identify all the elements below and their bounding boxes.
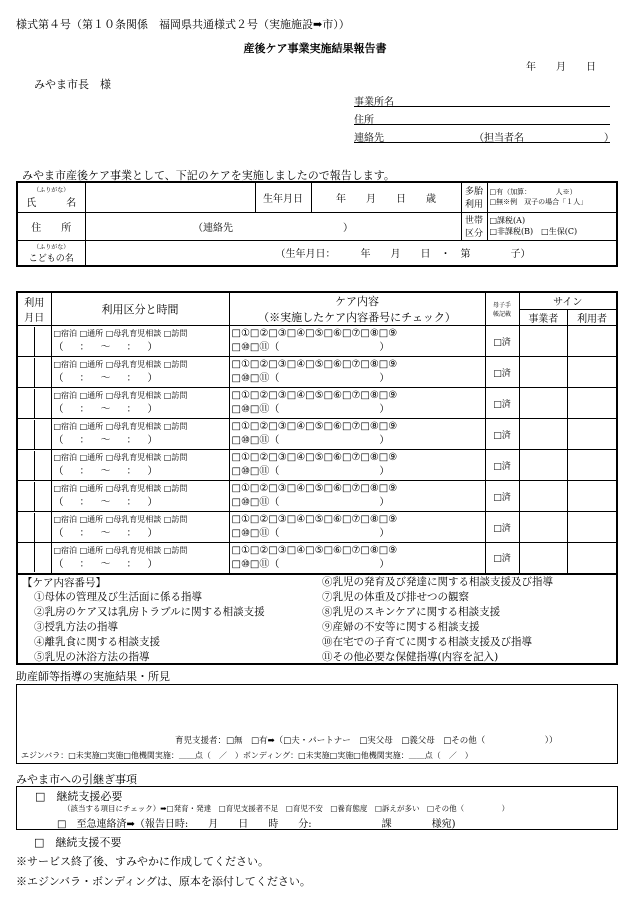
header-sign: サイン: [519, 292, 617, 309]
note-1: ※サービス終了後、すみやかに作成してください。: [16, 855, 269, 868]
household-label: 世帯 区分: [461, 212, 487, 240]
row-sign-office[interactable]: [519, 388, 568, 419]
contact-person-label: （担当者名 ）: [474, 133, 614, 144]
dob-value[interactable]: 年 月 日 歳: [311, 182, 461, 212]
row-book-checkbox[interactable]: □済: [485, 450, 519, 481]
row-sign-office[interactable]: [519, 543, 568, 574]
addressee: みやま市長 様: [34, 78, 111, 91]
row-care-cell[interactable]: □①□②□③□④□⑤□⑥□⑦□⑧□⑨ □⑩□⑪（ ）: [229, 419, 485, 450]
header-sign-office: 事業者: [519, 309, 568, 326]
row-care-cell[interactable]: □①□②□③□④□⑤□⑥□⑦□⑧□⑨ □⑩□⑪（ ）: [229, 388, 485, 419]
care-row: [17, 357, 617, 388]
header-date: 利用 月日: [17, 292, 51, 326]
row-date-input[interactable]: [17, 481, 51, 512]
row-date-input[interactable]: [17, 357, 51, 388]
header-sign-user: 利用者: [568, 309, 617, 326]
address-label-cell: 住 所: [17, 212, 85, 240]
row-care-cell[interactable]: □①□②□③□④□⑤□⑥□⑦□⑧□⑨ □⑩□⑪（ ）: [229, 512, 485, 543]
row-date-input[interactable]: [17, 326, 51, 357]
row-sign-office[interactable]: [519, 512, 568, 543]
row-type-cell[interactable]: □宿泊 □通所 □母乳育児相談 □訪問 （ ： ～ ： ）: [51, 481, 229, 512]
subject-table: [16, 181, 618, 267]
row-care-cell[interactable]: □①□②□③□④□⑤□⑥□⑦□⑧□⑨ □⑩□⑪（ ）: [229, 326, 485, 357]
office-name-label: 事業所名: [354, 97, 394, 108]
row-sign-user[interactable]: [568, 419, 617, 450]
care-row: [17, 450, 617, 481]
care-list: [16, 573, 618, 665]
findings-box[interactable]: [16, 684, 618, 764]
multi-label: 多胎 利用: [461, 182, 487, 212]
row-date-input[interactable]: [17, 450, 51, 481]
contact-field[interactable]: [354, 129, 614, 144]
row-date-input[interactable]: [17, 419, 51, 450]
row-book-checkbox[interactable]: □済: [485, 388, 519, 419]
row-sign-user[interactable]: [568, 481, 617, 512]
header-book: 母子手 帳記載: [485, 292, 519, 326]
support-line: 育児支援者：□無 □有➡（□夫・パートナー □実父母 □義父母 □その他（ ））: [175, 736, 558, 746]
care-list-right-item: ⑥乳児の発育及び発達に関する相談支援及び指導: [322, 576, 553, 588]
name-label: 氏 名: [26, 198, 77, 210]
name-input[interactable]: [85, 182, 255, 212]
row-book-checkbox[interactable]: □済: [485, 543, 519, 574]
epds-line: エジンバラ：□未実施□実施□他機関実施：＿＿点（ ／ ）ボンディング：□未実施□実施□他機関実施：＿＿点（ ／ ）: [21, 751, 473, 760]
care-list-title: 【ケア内容番号】: [22, 577, 106, 589]
continue-not-needed-checkbox[interactable]: □ 継続支援不要: [34, 836, 122, 849]
handover-title: みやま市への引継ぎ事項: [16, 773, 137, 786]
care-list-right-item: ⑨産婦の不安等に関する相談支援: [322, 621, 480, 633]
header-type: 利用区分と時間: [51, 292, 229, 326]
row-book-checkbox[interactable]: □済: [485, 419, 519, 450]
row-sign-office[interactable]: [519, 450, 568, 481]
row-date-input[interactable]: [17, 543, 51, 574]
row-sign-user[interactable]: [568, 450, 617, 481]
row-book-checkbox[interactable]: □済: [485, 326, 519, 357]
care-table: [16, 291, 618, 575]
row-sign-user[interactable]: [568, 512, 617, 543]
address-field[interactable]: [354, 111, 610, 125]
address-label: 住所: [354, 115, 374, 126]
row-sign-user[interactable]: [568, 543, 617, 574]
form-number: 様式第４号（第１０条関係 福岡県共通様式２号（実施施設➡市））: [16, 18, 350, 31]
row-type-cell[interactable]: □宿泊 □通所 □母乳育児相談 □訪問 （ ： ～ ： ）: [51, 326, 229, 357]
care-list-left-item: ③授乳方法の指導: [34, 621, 118, 633]
furigana-label: （ふりがな）: [33, 187, 70, 195]
care-list-left-item: ④離乳食に関する相談支援: [34, 636, 160, 648]
row-type-cell[interactable]: □宿泊 □通所 □母乳育児相談 □訪問 （ ： ～ ： ）: [51, 419, 229, 450]
care-list-left-item: ⑤乳児の沐浴方法の指導: [34, 651, 150, 663]
dob-label: 生年月日: [255, 182, 311, 212]
row-sign-office[interactable]: [519, 326, 568, 357]
handover-box: [16, 786, 618, 830]
care-list-right-item: ⑩在宅での子育てに関する相談支援及び指導: [322, 636, 532, 648]
document-title: 産後ケア事業実施結果報告書: [243, 42, 387, 55]
row-sign-user[interactable]: [568, 357, 617, 388]
care-list-left-item: ②乳房のケア又は乳房トラブルに関する相談支援: [34, 606, 265, 618]
row-care-cell[interactable]: □①□②□③□④□⑤□⑥□⑦□⑧□⑨ □⑩□⑪（ ）: [229, 450, 485, 481]
care-row: [17, 388, 617, 419]
row-care-cell[interactable]: □①□②□③□④□⑤□⑥□⑦□⑧□⑨ □⑩□⑪（ ）: [229, 543, 485, 574]
care-list-left-item: ①母体の管理及び生活面に係る指導: [34, 591, 202, 603]
row-type-cell[interactable]: □宿泊 □通所 □母乳育児相談 □訪問 （ ： ～ ： ）: [51, 357, 229, 388]
row-type-cell[interactable]: □宿泊 □通所 □母乳育児相談 □訪問 （ ： ～ ： ）: [51, 512, 229, 543]
row-sign-user[interactable]: [568, 326, 617, 357]
note-2: ※エジンバラ・ボンディングは、原本を添付してください。: [16, 875, 311, 888]
reason-options[interactable]: （該当する項目にチェック）➡□発育・発達 □育児支援者不足 □育児不安 □養育態度 □訴えが多い □その他（ ）: [63, 804, 510, 813]
row-type-cell[interactable]: □宿泊 □通所 □母乳育児相談 □訪問 （ ： ～ ： ）: [51, 543, 229, 574]
care-list-right-item: ⑦乳児の体重及び排せつの観察: [322, 591, 469, 603]
row-sign-office[interactable]: [519, 419, 568, 450]
child-input[interactable]: （生年月日： 年 月 日 ・ 第 子）: [85, 240, 617, 266]
care-row: [17, 512, 617, 543]
care-list-right-item: ⑧乳児のスキンケアに関する相談支援: [322, 606, 501, 618]
row-sign-office[interactable]: [519, 357, 568, 388]
row-type-cell[interactable]: □宿泊 □通所 □母乳育児相談 □訪問 （ ： ～ ： ）: [51, 450, 229, 481]
care-row: [17, 326, 617, 357]
intro-text: みやま市産後ケア事業として、下記のケアを実施しましたので報告します。: [22, 169, 395, 182]
continue-needed-checkbox[interactable]: □ 継続支援必要: [35, 790, 123, 803]
address-input[interactable]: （連絡先 ）: [85, 212, 461, 240]
child-label-cell: （ふりがな） こどもの名: [17, 240, 85, 266]
office-name-field[interactable]: [354, 93, 610, 107]
care-row: [17, 419, 617, 450]
row-date-input[interactable]: [17, 388, 51, 419]
row-sign-office[interactable]: [519, 481, 568, 512]
contact-label: 連絡先: [354, 133, 384, 144]
row-date-input[interactable]: [17, 512, 51, 543]
report-date: 年 月 日: [526, 62, 596, 73]
row-book-checkbox[interactable]: □済: [485, 481, 519, 512]
care-list-right-item: ⑪その他必要な保健指導(内容を記入): [322, 651, 499, 663]
row-book-checkbox[interactable]: □済: [485, 512, 519, 543]
tax-options[interactable]: □課税(A) □非課税(B) □生保(C): [487, 212, 617, 240]
care-row: [17, 543, 617, 574]
row-care-cell[interactable]: □①□②□③□④□⑤□⑥□⑦□⑧□⑨ □⑩□⑪（ ）: [229, 481, 485, 512]
name-label-cell: [17, 182, 85, 212]
row-sign-user[interactable]: [568, 388, 617, 419]
findings-title: 助産師等指導の実施結果・所見: [16, 670, 170, 683]
care-row: [17, 481, 617, 512]
urgent-contact-checkbox[interactable]: □ 至急連絡済➡（報告日時: 月 日 時 分: 課 様宛): [57, 819, 456, 830]
row-book-checkbox[interactable]: □済: [485, 357, 519, 388]
row-care-cell[interactable]: □①□②□③□④□⑤□⑥□⑦□⑧□⑨ □⑩□⑪（ ）: [229, 357, 485, 388]
header-content: ケア内容 （※実施したケア内容番号にチェック）: [229, 292, 485, 326]
row-type-cell[interactable]: □宿泊 □通所 □母乳育児相談 □訪問 （ ： ～ ： ）: [51, 388, 229, 419]
multi-options[interactable]: □有（加算： 人※） □無※例 双子の場合「１人」: [487, 182, 617, 212]
